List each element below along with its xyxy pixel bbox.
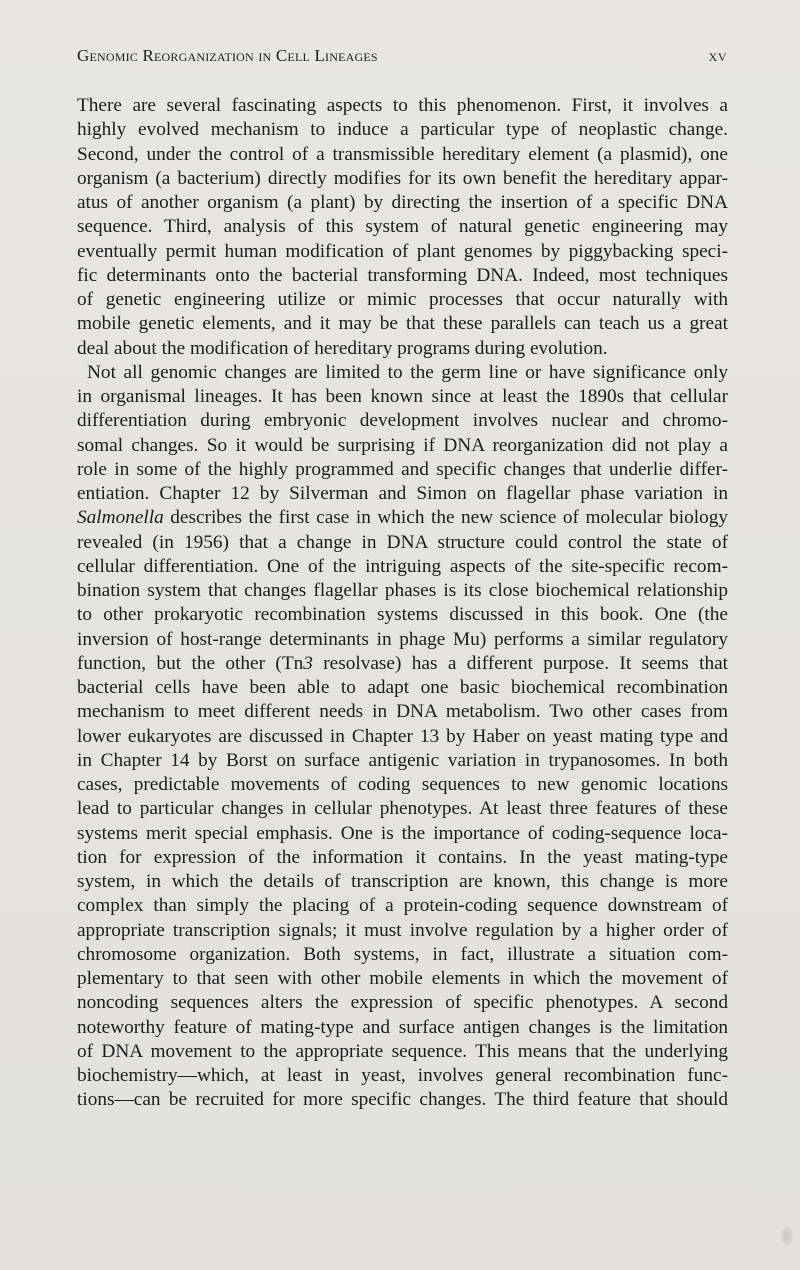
text-line: bination system that changes flagellar phases is its close biochemical relationship bbox=[77, 580, 728, 601]
text-line: deal about the modification of hereditary programs during evolution. bbox=[77, 337, 608, 359]
text-line: cellular differentiation. One of the intriguing aspects of the site-specific recom- bbox=[77, 555, 728, 577]
paragraph bbox=[77, 94, 728, 361]
text-line: bacterial cells have been able to adapt one basic biochemical recombination bbox=[77, 677, 728, 698]
text-line: Salmonella describes the first case in which the new science of molecular biology bbox=[77, 507, 728, 529]
text-line: chromosome organization. Both systems, in fact, illustrate a situation com- bbox=[77, 943, 728, 965]
paragraph bbox=[77, 361, 728, 1113]
text-line: mobile genetic elements, and it may be that these parallels can teach us a great bbox=[77, 313, 728, 335]
text-line: Not all genomic changes are limited to the germ line or have significance only bbox=[87, 361, 728, 383]
text-line: role in some of the highly programmed and specific changes that underlie differ- bbox=[77, 458, 728, 480]
text-line: cases, predictable movements of coding sequences to new genomic locations bbox=[77, 774, 728, 795]
text-line: organism (a bacterium) directly modifies for its own benefit the hereditary appar- bbox=[77, 167, 728, 189]
text-line: entiation. Chapter 12 by Silverman and Simon on flagellar phase variation in bbox=[77, 483, 728, 504]
text-line: tions—can be recruited for more specific changes. The third feature that should bbox=[77, 1089, 728, 1111]
text-line: of DNA movement to the appropriate sequence. This means that the underlying bbox=[77, 1040, 728, 1062]
running-title: Genomic Reorganization in Cell Lineages bbox=[77, 46, 378, 65]
text-line: biochemistry—which, at least in yeast, involves general recombination func- bbox=[77, 1065, 728, 1086]
text-line: function, but the other (Tn3 resolvase) has a different purpose. It seems that bbox=[77, 652, 728, 674]
text-line: to other prokaryotic recombination systems discussed in this book. One (the bbox=[77, 604, 728, 626]
page-speck bbox=[781, 1227, 793, 1245]
text-line: plementary to that seen with other mobile elements in which the movement of bbox=[77, 968, 728, 989]
text-line: differentiation during embryonic development involves nuclear and chromo- bbox=[77, 410, 728, 432]
text-line: Second, under the control of a transmissible hereditary element (a plasmid), one bbox=[77, 143, 728, 165]
text-line: mechanism to meet different needs in DNA metabolism. Two other cases from bbox=[77, 701, 728, 723]
text-line: atus of another organism (a plant) by directing the insertion of a specific DNA bbox=[77, 192, 728, 213]
text-line: lead to particular changes in cellular phenotypes. At least three features of these bbox=[77, 798, 728, 820]
page-number: xv bbox=[708, 46, 727, 65]
text-line: noteworthy feature of mating-type and surface antigen changes is the limitation bbox=[77, 1016, 728, 1038]
body-text bbox=[77, 94, 728, 1113]
text-line: tion for expression of the information it contains. In the yeast mating-type bbox=[77, 846, 728, 868]
text-line: There are several fascinating aspects to this phenomenon. First, it involves a bbox=[77, 95, 728, 116]
text-line: somal changes. So it would be surprising if DNA reorganization did not play a bbox=[77, 434, 728, 456]
text-line: systems merit special emphasis. One is the importance of coding-sequence loca- bbox=[77, 822, 728, 844]
text-line: noncoding sequences alters the expression of specific phenotypes. A second bbox=[77, 992, 728, 1014]
text-line: eventually permit human modification of plant genomes by piggybacking speci- bbox=[77, 240, 728, 262]
text-line: inversion of host-range determinants in phage Mu) performs a similar regulatory bbox=[77, 628, 728, 650]
text-line: revealed (in 1956) that a change in DNA structure could control the state of bbox=[77, 531, 728, 553]
text-line: appropriate transcription signals; it must involve regulation by a higher order of bbox=[77, 919, 728, 941]
text-line: sequence. Third, analysis of this system of natural genetic engineering may bbox=[77, 216, 728, 238]
text-line: in Chapter 14 by Borst on surface antigenic variation in trypanosomes. In both bbox=[77, 749, 728, 771]
text-line: fic determinants onto the bacterial transforming DNA. Indeed, most techniques bbox=[77, 264, 728, 286]
text-line: lower eukaryotes are discussed in Chapter 13 by Haber on yeast mating type and bbox=[77, 725, 728, 747]
text-line: in organismal lineages. It has been known since at least the 1890s that cellular bbox=[77, 386, 728, 407]
text-line: highly evolved mechanism to induce a particular type of neoplastic change. bbox=[77, 119, 728, 141]
running-header bbox=[77, 46, 727, 74]
text-line: system, in which the details of transcription are known, this change is more bbox=[77, 871, 728, 892]
text-line: of genetic engineering utilize or mimic processes that occur naturally with bbox=[77, 289, 728, 310]
text-line: complex than simply the placing of a protein-coding sequence downstream of bbox=[77, 895, 728, 917]
